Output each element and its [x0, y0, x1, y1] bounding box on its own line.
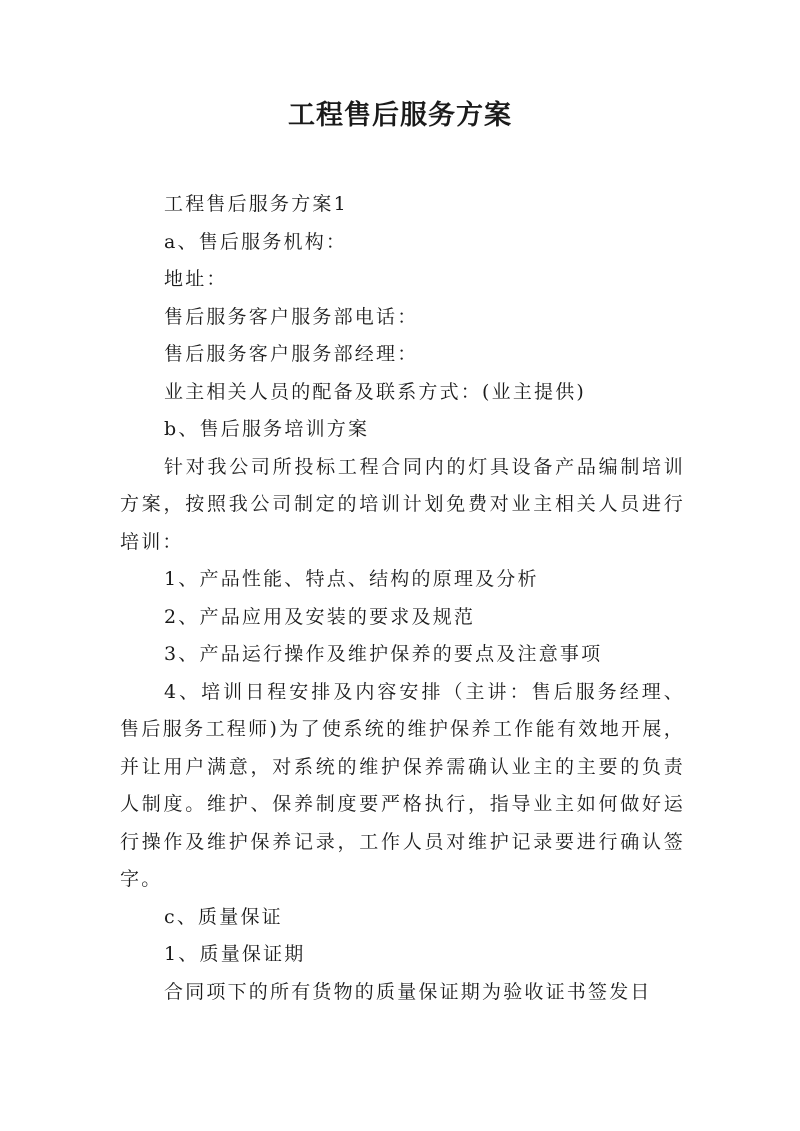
paragraph-section-b: b、售后服务培训方案: [164, 418, 370, 440]
paragraph-training-intro: 针对我公司所投标工程合同内的灯具设备产品编制培训方案，按照我公司制定的培训计划免费对业主相关人员进行培训：: [120, 455, 685, 553]
paragraph-heading-1: 工程售后服务方案1: [164, 193, 348, 215]
paragraph-phone: 售后服务客户服务部电话：: [164, 305, 419, 328]
paragraph-training-item-4: 4、培训日程安排及内容安排（主讲：售后服务经理、售后服务工程师)为了使系统的维护保养工作能有效地开展，并让用户满意，对系统的维护保养需确认业主的主要的负责人制度。维护、保养制度要严格执行，指导业主如何做好运行操作及维护保养记录，工作人员对维护记录要进行确认签字。: [120, 680, 685, 890]
paragraph-manager: 售后服务客户服务部经理：: [164, 343, 419, 365]
paragraph-address: 地址：: [164, 268, 228, 290]
paragraph-warranty-text: 合同项下的所有货物的质量保证期为验收证书签发日: [164, 980, 652, 1003]
document-body: [120, 186, 685, 1011]
paragraph-section-c: c、质量保证: [164, 905, 283, 928]
paragraph-warranty-period: 1、质量保证期: [164, 943, 306, 965]
document-title: 工程售后服务方案: [288, 100, 512, 131]
paragraph-training-item-3: 3、产品运行操作及维护保养的要点及注意事项: [164, 643, 603, 665]
paragraph-training-item-1: 1、产品性能、特点、结构的原理及分析: [164, 568, 539, 590]
paragraph-owner-contact: 业主相关人员的配备及联系方式：(业主提供): [164, 380, 587, 403]
paragraph-section-a: a、售后服务机构：: [164, 230, 348, 253]
paragraph-training-item-2: 2、产品应用及安装的要求及规范: [164, 605, 476, 628]
